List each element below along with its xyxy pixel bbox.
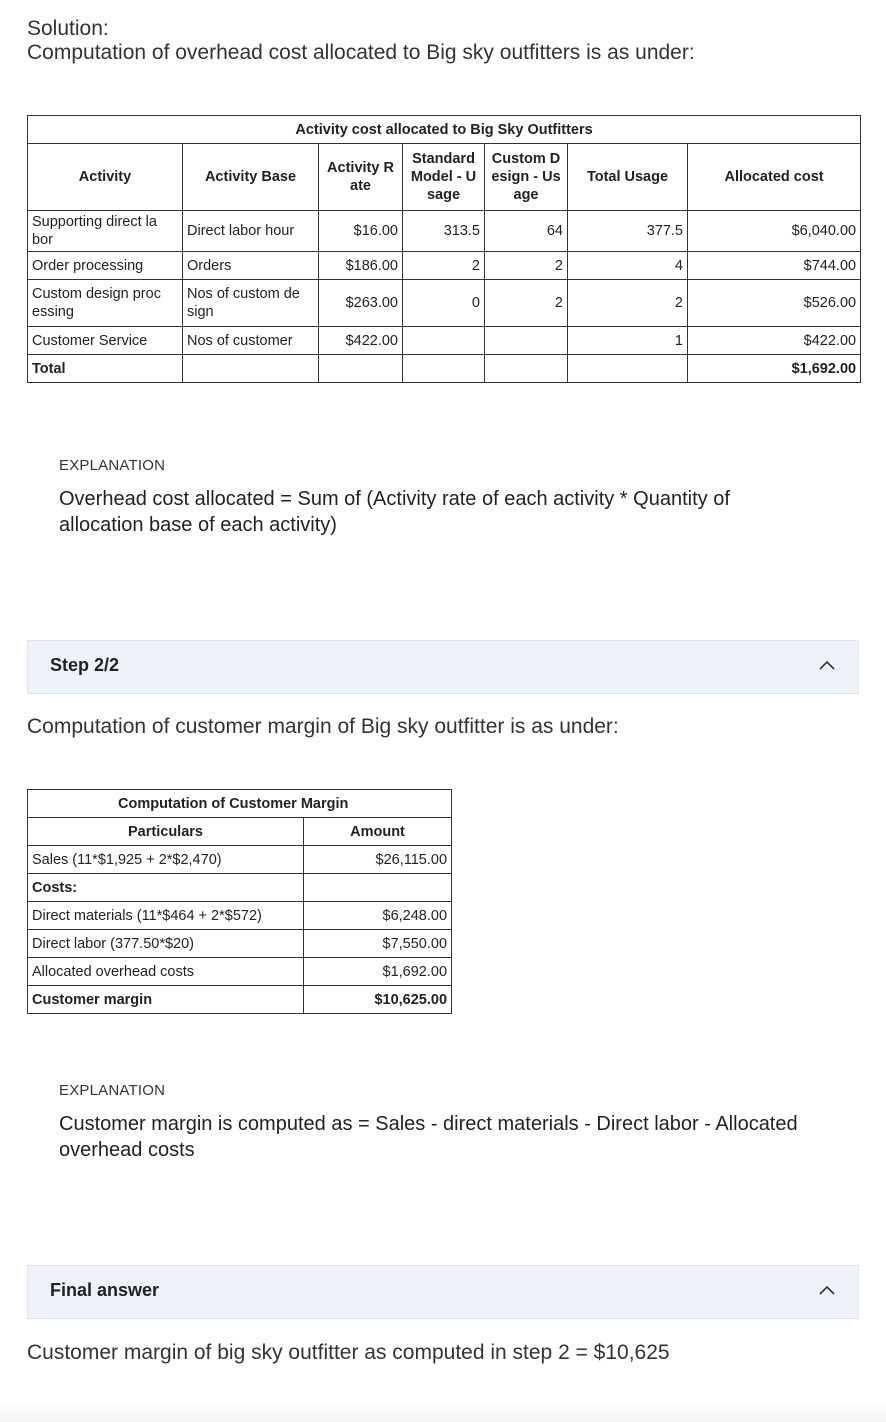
cell: $744.00 xyxy=(688,252,861,280)
cell: $16.00 xyxy=(319,211,403,252)
cell: 0 xyxy=(403,280,485,327)
cell xyxy=(403,355,485,383)
cell: $10,625.00 xyxy=(304,986,452,1014)
chevron-up-icon[interactable] xyxy=(818,1284,836,1296)
cell: Direct labor (377.50*$20) xyxy=(28,930,304,958)
table-row xyxy=(28,986,452,1014)
final-answer-title: Final answer xyxy=(50,1280,160,1300)
cell: $422.00 xyxy=(688,327,861,355)
cell: Direct labor hour xyxy=(183,211,319,252)
table-row xyxy=(28,280,861,327)
chevron-up-icon[interactable] xyxy=(818,659,836,671)
total-label: Total xyxy=(28,355,183,383)
cell: Customer Service xyxy=(28,327,183,355)
cell: Nos of custom de sign xyxy=(183,280,319,327)
header-total-usage: Total Usage xyxy=(568,144,688,211)
cell: 4 xyxy=(568,252,688,280)
cell xyxy=(319,355,403,383)
table-row xyxy=(28,958,452,986)
cell: 2 xyxy=(485,252,568,280)
cell: Orders xyxy=(183,252,319,280)
step-2-header[interactable] xyxy=(27,640,859,694)
step-2-intro: Computation of customer margin of Big sky outfitter is as under: xyxy=(27,715,619,738)
cell: $422.00 xyxy=(319,327,403,355)
header-activity-base: Activity Base xyxy=(183,144,319,211)
cell xyxy=(485,355,568,383)
cell: $26,115.00 xyxy=(304,846,452,874)
margin-table-title: Computation of Customer Margin xyxy=(28,790,452,818)
cell: Order processing xyxy=(28,252,183,280)
cell: 2 xyxy=(568,280,688,327)
cell: Nos of customer xyxy=(183,327,319,355)
cell: Costs: xyxy=(28,874,304,902)
header-standard-usage: Standard Model - U sage xyxy=(403,144,485,211)
cell: $6,040.00 xyxy=(688,211,861,252)
explanation-text: Customer margin is computed as = Sales - direct materials - Direct labor - Allocated overhead costs xyxy=(59,1113,798,1161)
cell: $1,692.00 xyxy=(304,958,452,986)
activity-cost-table xyxy=(27,115,861,383)
cell: $186.00 xyxy=(319,252,403,280)
solution-label: Solution: xyxy=(27,17,109,40)
cell: 377.5 xyxy=(568,211,688,252)
cell: Custom design proc essing xyxy=(28,280,183,327)
table-row xyxy=(28,846,452,874)
solution-intro: Computation of overhead cost allocated to Big sky outfitters is as under: xyxy=(27,41,695,64)
bottom-fade xyxy=(0,1400,886,1422)
header-particulars: Particulars xyxy=(28,818,304,846)
cell: Allocated overhead costs xyxy=(28,958,304,986)
header-amount: Amount xyxy=(304,818,452,846)
cell: 2 xyxy=(403,252,485,280)
table-row xyxy=(28,874,452,902)
cell xyxy=(403,327,485,355)
explanation-text: Overhead cost allocated = Sum of (Activity rate of each activity * Quantity of allocation base of each activity) xyxy=(59,488,730,536)
cell: $263.00 xyxy=(319,280,403,327)
table-row xyxy=(28,211,861,252)
final-answer-text: Customer margin of big sky outfitter as computed in step 2 = $10,625 xyxy=(27,1341,670,1364)
cell: 2 xyxy=(485,280,568,327)
cell: Customer margin xyxy=(28,986,304,1014)
final-answer-header[interactable] xyxy=(27,1265,859,1319)
cell xyxy=(304,874,452,902)
table-row xyxy=(28,930,452,958)
table-row xyxy=(28,902,452,930)
header-custom-usage: Custom D esign - Us age xyxy=(485,144,568,211)
explanation-label: EXPLANATION xyxy=(59,1082,166,1099)
header-activity-rate: Activity R ate xyxy=(319,144,403,211)
total-value: $1,692.00 xyxy=(688,355,861,383)
cell xyxy=(568,355,688,383)
cell: Direct materials (11*$464 + 2*$572) xyxy=(28,902,304,930)
cell: $7,550.00 xyxy=(304,930,452,958)
cell: Supporting direct la bor xyxy=(28,211,183,252)
cell: $526.00 xyxy=(688,280,861,327)
cell: 313.5 xyxy=(403,211,485,252)
cell: 1 xyxy=(568,327,688,355)
step-2-title: Step 2/2 xyxy=(50,655,120,675)
table-row xyxy=(28,327,861,355)
cell: 64 xyxy=(485,211,568,252)
cell xyxy=(183,355,319,383)
total-row xyxy=(28,355,861,383)
cell xyxy=(485,327,568,355)
cell: $6,248.00 xyxy=(304,902,452,930)
header-activity: Activity xyxy=(28,144,183,211)
header-allocated-cost: Allocated cost xyxy=(688,144,861,211)
cell: Sales (11*$1,925 + 2*$2,470) xyxy=(28,846,304,874)
table-row xyxy=(28,252,861,280)
customer-margin-table xyxy=(27,789,452,1014)
activity-table-title: Activity cost allocated to Big Sky Outfitters xyxy=(28,116,861,144)
explanation-label: EXPLANATION xyxy=(59,457,166,474)
